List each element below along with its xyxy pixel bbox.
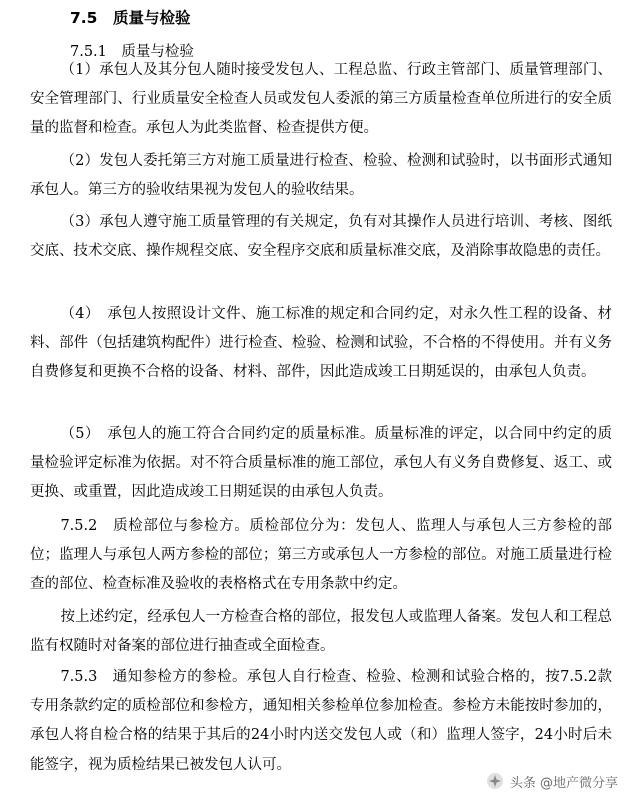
sparkle-logo-icon — [486, 772, 504, 790]
paragraph-3: （3）承包人遵守施工质量管理的有关规定，负有对其操作人员进行培训、考核、图纸交底、技术交底、操作规程交底、安全程序交底和质量标准交底，及消除事故隐患的责任。 — [30, 214, 612, 260]
paragraph-6: 7.5.2 质检部位与参检方。质检部位分为：发包人、监理人与承包人三方参检的部位；监理人与承包人两方参检的部位；第三方或承包人一方参检的部位。对施工质量进行检查的部位、检查标准及验收的表格格式在专用条款中约定。 — [30, 518, 612, 593]
watermark — [478, 768, 626, 794]
paragraph-5: （5） 承包人的施工符合合同约定的质量标准。质量标准的评定，以合同中约定的质量检验评定标准为依据。对不符合质量标准的施工部位，承包人有义务自费修复、返工、或更换、或重置，因此造成竣工日期延误的由承包人负责。 — [30, 426, 612, 501]
paragraph-7: 按上述约定，经承包人一方检查合格的部位，报发包人或监理人备案。发包人和工程总监有权随时对备案的部位进行抽查或全面检查。 — [30, 609, 612, 655]
section-heading: 7.5 质量与检验 — [70, 9, 191, 27]
paragraph-2: （2）发包人委托第三方对施工质量进行检查、检验、检测和试验时，以书面形式通知承包人。第三方的验收结果视为发包人的验收结果。 — [30, 153, 612, 199]
paragraph-8: 7.5.3 通知参检方的参检。承包人自行检查、检验、检测和试验合格的，按7.5.2款专用条款约定的质检部位和参检方，通知相关参检单位参加检查。参检方未能按时参加的，承包人将自检合格的结果于其后的24小时内送交发包人或（和）监理人签字，24小时后未能签字，视为质检结果已被发包人认可。 — [30, 669, 612, 773]
paragraph-4: （4） 承包人按照设计文件、施工标准的规定和合同约定，对永久性工程的设备、材料、部件（包括建筑构配件）进行检查、检验、检测和试验，不合格的不得使用。并有义务自费修复和更换不合格的设备、材料、部件，因此造成竣工日期延误的，由承包人负责。 — [30, 306, 612, 381]
watermark-text: 头条 @地产微分享 — [509, 775, 618, 791]
paragraph-1: （1）承包人及其分包人随时接受发包人、工程总监、行政主管部门、质量管理部门、安全管理部门、行业质量安全检查人员或发包人委派的第三方质量检查单位所进行的安全质量的监督和检查。承包人为此类监督、检查提供方便。 — [30, 62, 612, 137]
subsection-heading: 7.5.1 质量与检验 — [70, 44, 194, 60]
